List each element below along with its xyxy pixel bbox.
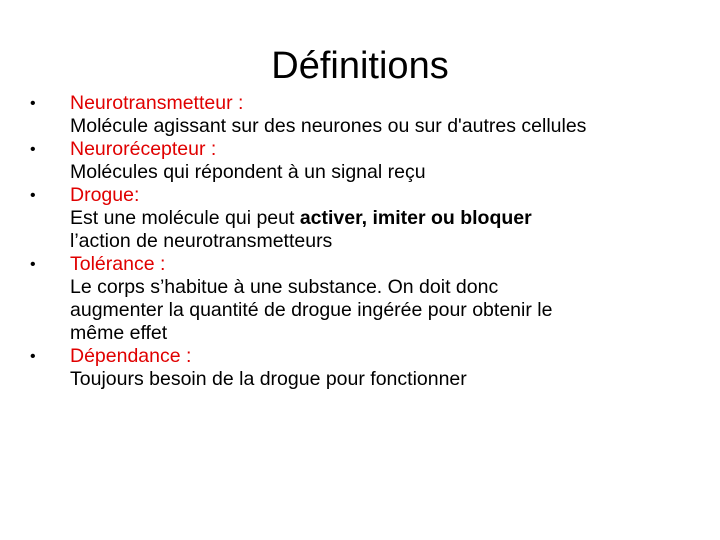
list-item-neurotransmetteur	[30, 92, 710, 138]
list-item-dependance	[30, 345, 710, 391]
definition-dependance: Toujours besoin de la drogue pour fonctionner	[70, 368, 467, 390]
definition-neurorecepteur: Molécules qui répondent à un signal reçu	[70, 161, 426, 183]
term-neurotransmetteur: Neurotransmetteur :	[70, 92, 244, 114]
bullet-icon: •	[30, 348, 36, 365]
definition-drogue-end: l’action de neurotransmetteurs	[70, 230, 333, 252]
term-tolerance: Tolérance :	[70, 253, 166, 275]
list-item-drogue	[30, 184, 710, 253]
list-item-tolerance	[30, 253, 710, 345]
term-dependance: Dépendance :	[70, 345, 192, 367]
bullet-icon: •	[30, 95, 36, 112]
bullet-icon: •	[30, 256, 36, 273]
term-neurorecepteur: Neurorécepteur :	[70, 138, 217, 160]
definition-tolerance-line-1: Le corps s’habitue à une substance. On doit donc	[70, 276, 499, 298]
definition-list	[30, 92, 710, 391]
list-item-neurorecepteur	[30, 138, 710, 184]
bullet-icon: •	[30, 187, 36, 204]
definition-tolerance-line-2: augmenter la quantité de drogue ingérée pour obtenir le	[70, 299, 553, 321]
slide-title: Définitions	[271, 45, 449, 87]
definition-neurotransmetteur: Molécule agissant sur des neurones ou sur d'autres cellules	[70, 115, 587, 137]
bullet-icon: •	[30, 141, 36, 158]
definition-drogue-start: Est une molécule qui peut	[70, 207, 300, 229]
definition-drogue	[70, 207, 710, 230]
definition-tolerance-line-3: même effet	[70, 322, 168, 344]
term-drogue: Drogue:	[70, 184, 140, 206]
definition-drogue-emphasis: activer, imiter ou bloquer	[299, 207, 532, 229]
